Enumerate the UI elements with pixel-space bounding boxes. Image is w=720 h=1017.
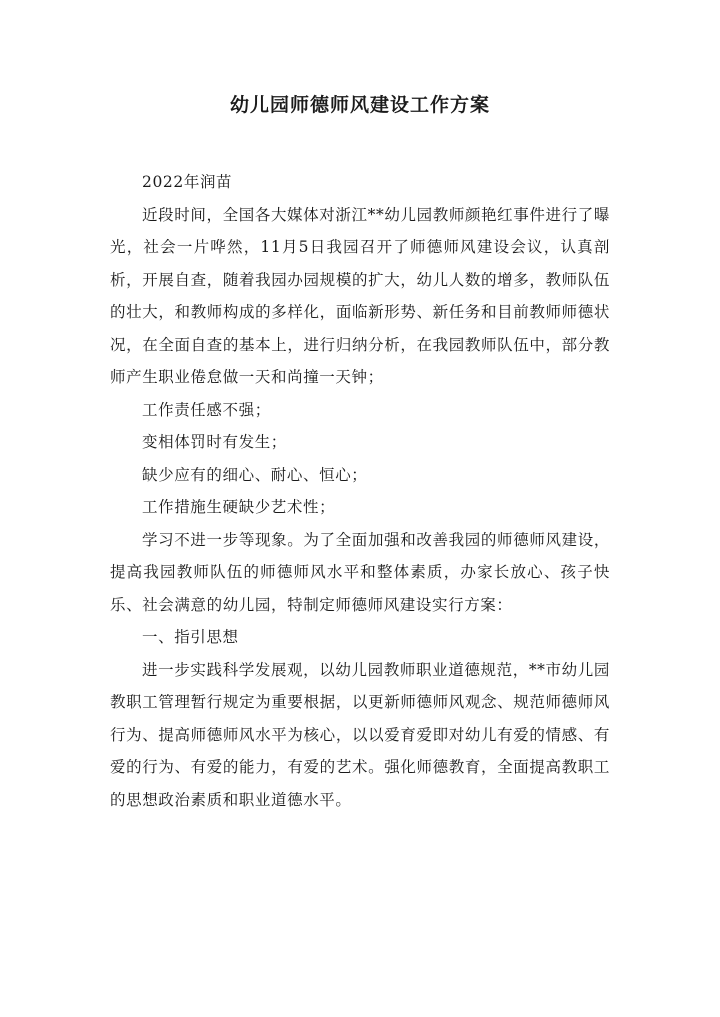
document-body	[110, 166, 610, 816]
paragraph-purpose: 学习不进一步等现象。为了全面加强和改善我园的师德师风建设，提高我园教师队伍的师德师风水平和整体素质，办家长放心、孩子快乐、社会满意的幼儿园，特制定师德师风建设实行方案：	[110, 530, 610, 614]
section-heading-guiding-ideology: 一、指引思想	[142, 628, 239, 646]
paragraph-issue-methods: 工作措施生硬缺少艺术性；	[142, 498, 336, 516]
paragraph-background: 近段时间，全国各大媒体对浙江**幼儿园教师颜艳红事件进行了曝光，社会一片哗然，11月5日我园召开了师德师风建设会议，认真剖析，开展自查，随着我园办园规模的扩大，幼儿人数的增多，教师队伍的壮大，和教师构成的多样化，面临新形势、新任务和目前教师师德状况，在全面自查的基本上，进行归纳分析，在我园教师队伍中，部分教师产生职业倦怠做一天和尚撞一天钟；	[110, 205, 610, 386]
paragraph-issue-care: 缺少应有的细心、耐心、恒心；	[142, 465, 368, 484]
paragraph-guiding-ideology: 进一步实践科学发展观，以幼儿园教师职业道德规范，**市幼儿园教职工管理暂行规定为重要根据，以更新师德师风观念、规范师德师风行为、提高师德师风水平为核心，以以爱育爱即对幼儿有爱的情感、有爱的行为、有爱的能力，有爱的艺术。强化师德教育，全面提高教职工的思想政治素质和职业道德水平。	[110, 660, 610, 809]
paragraph-year-author: 2022年润苗	[142, 173, 233, 191]
paragraph-issue-punishment: 变相体罚时有发生；	[142, 433, 287, 451]
paragraph-issue-responsibility: 工作责任感不强；	[142, 400, 271, 419]
document-title: 幼儿园师德师风建设工作方案	[229, 94, 490, 116]
